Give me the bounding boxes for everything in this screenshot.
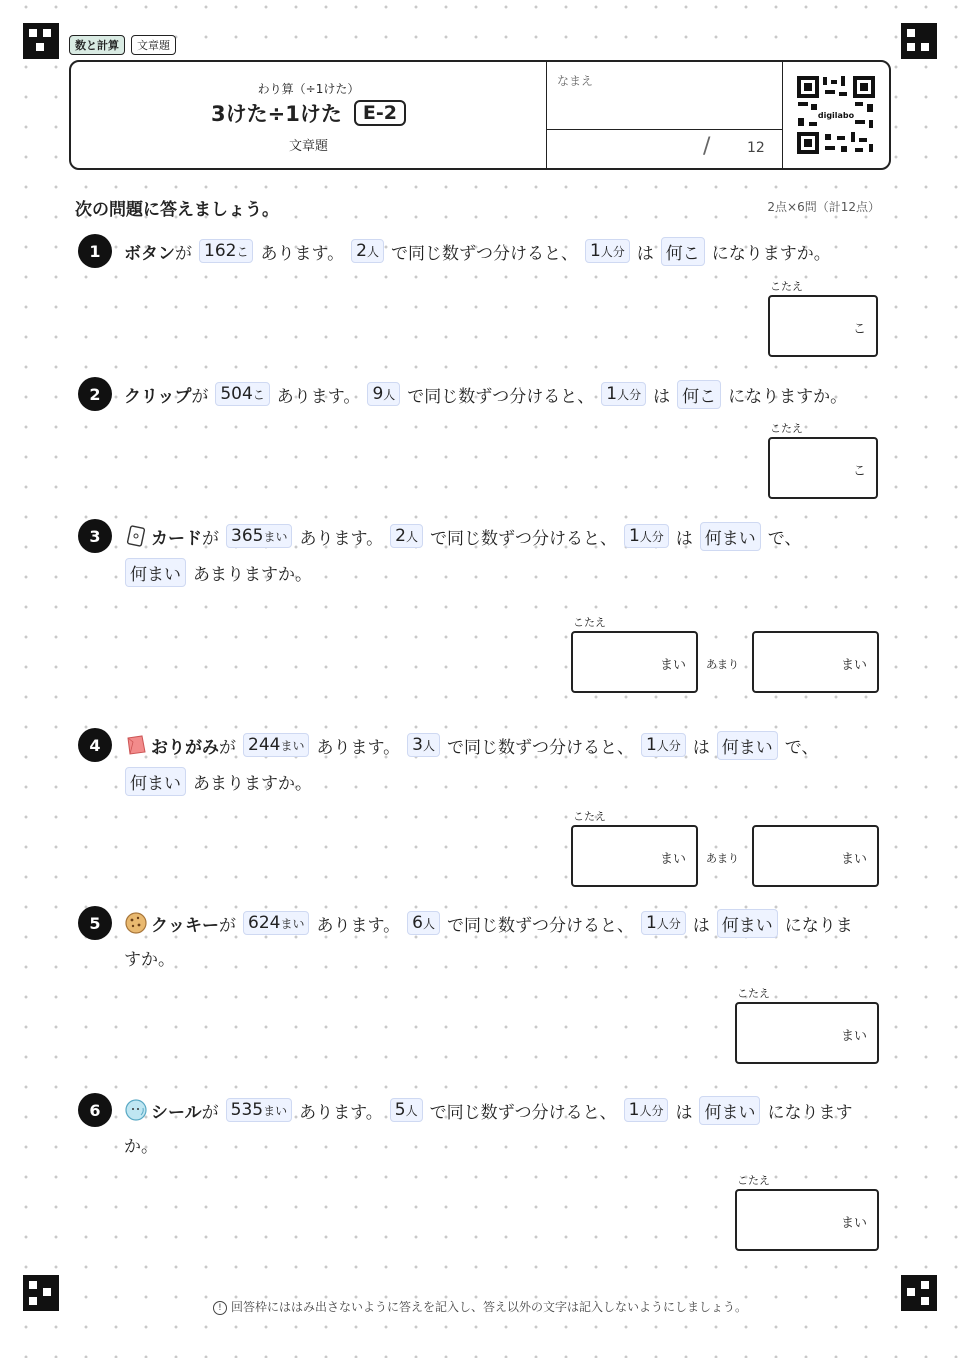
question-text: クッキー が 624まい あります。 6人 で同じ数ずつ分けると、 1人分 は 何まい になりま	[124, 906, 853, 940]
amount-highlight: 535まい	[226, 1098, 292, 1122]
points-info: 2点×6問（計12点）	[767, 200, 880, 214]
amount-highlight: 162こ	[199, 239, 253, 263]
score-slash: /	[703, 134, 711, 159]
qr-label: digilabo	[817, 111, 855, 120]
worksheet-subtitle: わり算（÷1けた）	[257, 82, 360, 96]
tag-word-problem: 文章題	[131, 35, 176, 55]
corner-marker-top-right	[901, 23, 937, 59]
share-highlight: 1人分	[585, 239, 630, 263]
people-highlight: 5人	[390, 1098, 423, 1122]
answer-unit: まい	[840, 1029, 867, 1044]
question-number: 1	[78, 234, 112, 268]
worksheet-kind: 文章題	[288, 139, 328, 154]
amount-highlight: 504こ	[215, 382, 269, 406]
amari-label: あまり	[706, 658, 739, 671]
corner-marker-top-left	[23, 23, 59, 59]
question-number: 5	[78, 906, 112, 940]
answer-box-6[interactable]	[735, 1189, 879, 1251]
question-text: シール が 535まい あります。 5人 で同じ数ずつ分けると、 1人分 は 何まい になります	[124, 1093, 852, 1127]
footer-note	[0, 1298, 960, 1315]
question-text: ボタン が 162こ あります。 2人 で同じ数ずつ分けると、 1人分 は 何こ になりますか。	[124, 234, 831, 268]
name-label: なまえ	[557, 74, 594, 88]
ask-highlight: 何まい	[717, 909, 778, 938]
qr-code-icon	[795, 74, 877, 156]
answer-unit: まい	[840, 658, 867, 673]
question-text: おりがみ が 244まい あります。 3人 で同じ数ずつ分けると、 1人分 は 何まい で、	[124, 728, 818, 762]
answer-box-3-quotient[interactable]	[571, 631, 698, 693]
instruction-text: 次の問題に答えましょう。	[75, 200, 279, 220]
answer-label: こたえ	[770, 422, 803, 435]
item-name: ボタン	[124, 243, 175, 264]
question-number: 2	[78, 377, 112, 411]
item-name: カード	[151, 528, 202, 549]
question-number: 6	[78, 1093, 112, 1127]
ask-highlight: 何こ	[661, 237, 705, 266]
ask2-highlight: 何まい	[125, 558, 186, 587]
score-total: 12	[747, 140, 765, 156]
score-field[interactable]	[547, 130, 783, 168]
card-icon	[124, 524, 148, 548]
ask2-highlight: 何まい	[125, 767, 186, 796]
people-highlight: 2人	[390, 524, 423, 548]
answer-box-1[interactable]	[768, 295, 878, 357]
share-highlight: 1人分	[601, 382, 646, 406]
amount-highlight: 244まい	[243, 733, 309, 757]
question-text-cont: すか。	[124, 949, 175, 970]
share-highlight: 1人分	[641, 911, 686, 935]
category-tags	[69, 35, 176, 55]
people-highlight: 3人	[407, 733, 440, 757]
ask-highlight: 何まい	[717, 731, 778, 760]
ask-highlight: 何まい	[700, 522, 761, 551]
answer-box-3-remainder[interactable]	[752, 631, 879, 693]
question-text: クリップ が 504こ あります。 9人 で同じ数ずつ分けると、 1人分 は 何こ になりますか。	[124, 377, 847, 411]
origami-icon	[124, 733, 148, 757]
answer-label: こたえ	[737, 1174, 770, 1187]
share-highlight: 1人分	[624, 1098, 669, 1122]
share-highlight: 1人分	[641, 733, 686, 757]
answer-label: こたえ	[573, 616, 606, 629]
answer-box-4-remainder[interactable]	[752, 825, 879, 887]
question-text: カード が 365まい あります。 2人 で同じ数ずつ分けると、 1人分 は 何まい で、	[124, 519, 801, 553]
people-highlight: 9人	[367, 382, 400, 406]
share-highlight: 1人分	[624, 524, 669, 548]
answer-unit: まい	[659, 852, 686, 867]
answer-unit: まい	[840, 852, 867, 867]
answer-box-2[interactable]	[768, 437, 878, 499]
answer-label: こたえ	[737, 987, 770, 1000]
worksheet-code: E-2	[354, 100, 406, 126]
answer-unit: まい	[840, 1216, 867, 1231]
worksheet-title-row	[71, 98, 546, 128]
answer-unit: こ	[852, 322, 866, 337]
amari-label: あまり	[706, 852, 739, 865]
sticker-icon	[124, 1098, 148, 1122]
tag-number-calc: 数と計算	[69, 35, 125, 55]
answer-label: こたえ	[770, 280, 803, 293]
cookie-icon	[124, 911, 148, 935]
answer-label: こたえ	[573, 810, 606, 823]
item-name: シール	[151, 1102, 202, 1123]
people-highlight: 6人	[407, 911, 440, 935]
ask-highlight: 何こ	[677, 380, 721, 409]
item-name: クッキー	[151, 915, 219, 936]
answer-box-5[interactable]	[735, 1002, 879, 1064]
answer-box-4-quotient[interactable]	[571, 825, 698, 887]
question-number: 3	[78, 519, 112, 553]
worksheet-header	[69, 60, 891, 170]
answer-unit: こ	[852, 464, 866, 479]
question-text-cont: か。	[124, 1136, 158, 1157]
question-number: 4	[78, 728, 112, 762]
answer-unit: まい	[659, 658, 686, 673]
worksheet-title: 3けた÷1けた	[211, 102, 342, 126]
amount-highlight: 624まい	[243, 911, 309, 935]
ask-highlight: 何まい	[699, 1096, 760, 1125]
people-highlight: 2人	[351, 239, 384, 263]
amount-highlight: 365まい	[226, 524, 292, 548]
item-name: クリップ	[124, 386, 192, 407]
info-icon: !	[213, 1301, 227, 1315]
question-text-cont: 何まい あまりますか。	[118, 555, 312, 589]
title-area	[71, 62, 546, 168]
footer-text: 回答枠にははみ出さないように答えを記入し、答え以外の文字は記入しないようにしましょう。	[230, 1300, 747, 1314]
question-text-cont: 何まい あまりますか。	[118, 764, 312, 798]
item-name: おりがみ	[151, 737, 219, 758]
